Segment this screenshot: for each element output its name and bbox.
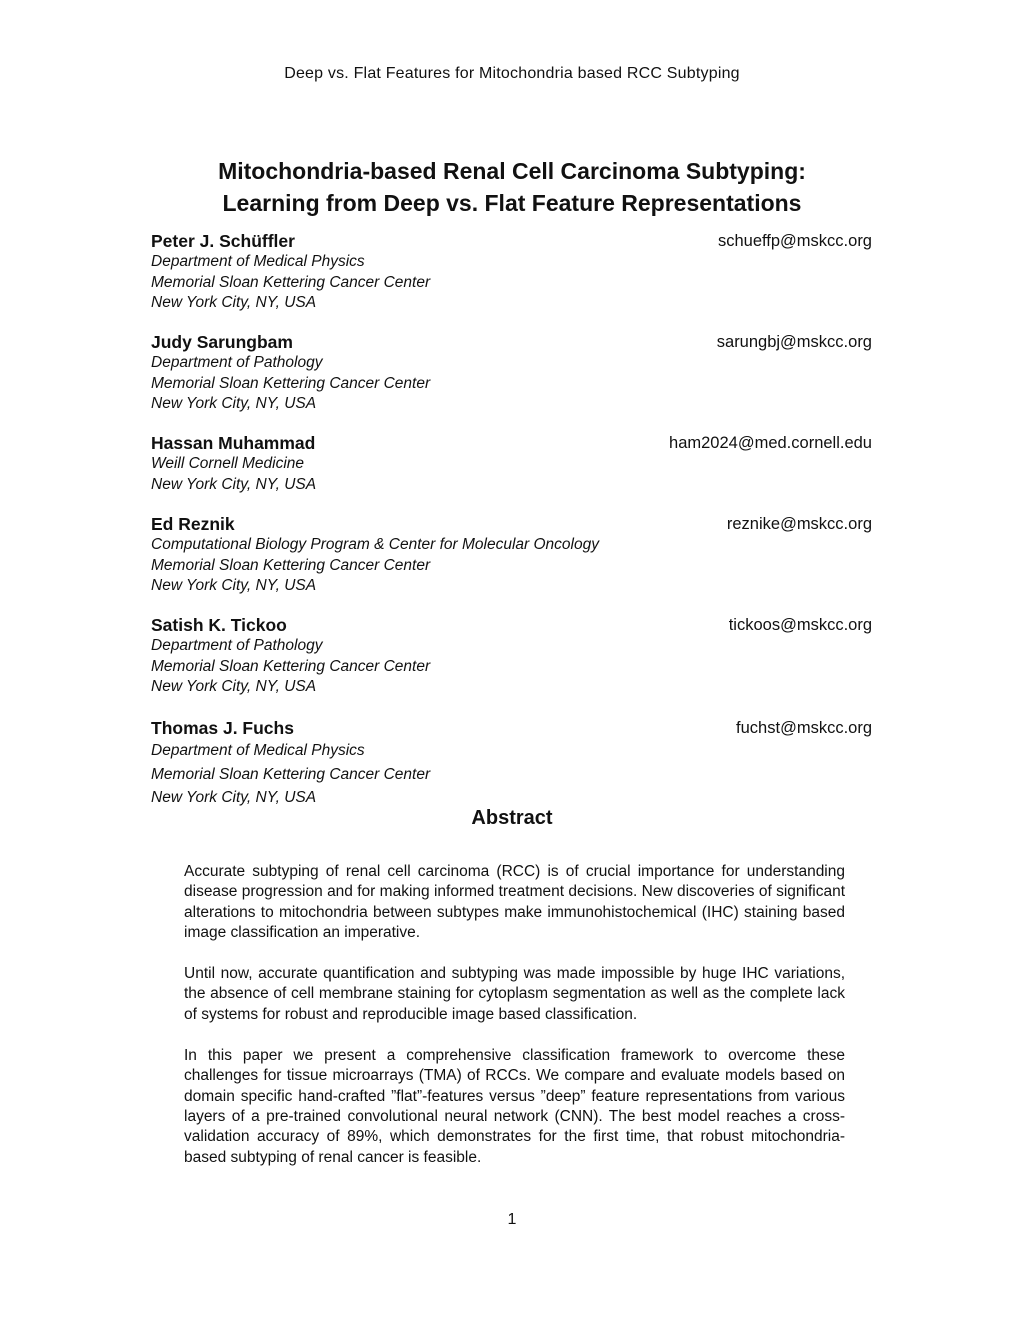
- author-name: Peter J. Schüffler: [151, 231, 295, 251]
- author-affiliation-line: Department of Pathology: [151, 354, 323, 371]
- author-email[interactable]: ham2024@med.cornell.edu: [669, 434, 872, 452]
- author-affiliation-line: New York City, NY, USA: [151, 475, 317, 493]
- abstract-paragraph-3: In this paper we present a comprehensive classification framework to overcome these challenges for tissue microarrays (TMA) of RCCs. We compare and evaluate models based on domain specific hand-crafted ”flat”-features versus ”deep” feature representations from various layers of a pre-trained convolutional neural network (CNN). The best model reaches a cross-validation accuracy of 89%, which demonstrates for the first time, that robust mitochondria-based subtyping of renal cancer is feasible.: [184, 1047, 845, 1166]
- author-affiliation-line: New York City, NY, USA: [151, 678, 317, 695]
- running-header: Deep vs. Flat Features for Mitochondria based RCC Subtyping: [284, 65, 740, 82]
- author-affiliation-line: Memorial Sloan Kettering Cancer Center: [151, 765, 431, 783]
- author-block-1: [151, 230, 872, 314]
- author-affiliation-line: New York City, NY, USA: [151, 294, 317, 311]
- author-email[interactable]: reznike@mskcc.org: [726, 515, 872, 533]
- author-affiliation-line: Department of Medical Physics: [151, 742, 365, 759]
- author-affiliation-line: Department of Pathology: [151, 637, 323, 654]
- author-block-4: [151, 513, 872, 597]
- author-email[interactable]: fuchst@mskcc.org: [736, 719, 872, 737]
- author-affiliation-line: Memorial Sloan Kettering Cancer Center: [151, 273, 431, 291]
- abstract-paragraph-1: Accurate subtyping of renal cell carcinoma (RCC) is of crucial importance for understanding disease progression and for making informed treatment decisions. New discoveries of significant alterations to mitochondria between subtypes make immunohistochemical (IHC) staining based image classification an imperative.: [184, 863, 845, 941]
- author-affiliation-line: Department of Medical Physics: [151, 253, 365, 270]
- author-email[interactable]: schueffp@mskcc.org: [717, 232, 872, 250]
- abstract-heading: Abstract: [471, 807, 553, 829]
- author-name: Ed Reznik: [151, 514, 235, 534]
- author-block-3: [151, 432, 872, 495]
- page-number: 1: [507, 1211, 517, 1228]
- author-name: Satish K. Tickoo: [151, 615, 287, 635]
- abstract-body: [184, 862, 845, 1189]
- author-affiliation-line: New York City, NY, USA: [151, 789, 317, 806]
- author-name: Thomas J. Fuchs: [151, 718, 294, 738]
- author-affiliation-line: New York City, NY, USA: [151, 577, 317, 594]
- author-block-2: [151, 331, 872, 415]
- author-name: Hassan Muhammad: [151, 433, 316, 453]
- abstract-paragraph-2: Until now, accurate quantification and subtyping was made impossible by huge IHC variations, the absence of cell membrane staining for cytoplasm segmentation as well as the complete lack of systems for robust and reproducible image based classification.: [184, 965, 845, 1023]
- author-affiliation-line: Computational Biology Program & Center for Molecular Oncology: [151, 536, 599, 553]
- title-line-2: Learning from Deep vs. Flat Feature Representations: [222, 190, 802, 216]
- author-email[interactable]: sarungbj@mskcc.org: [716, 333, 872, 351]
- author-name: Judy Sarungbam: [151, 332, 293, 352]
- author-affiliation-line: Weill Cornell Medicine: [151, 455, 305, 472]
- author-affiliation-line: New York City, NY, USA: [151, 395, 317, 412]
- author-affiliation-line: Memorial Sloan Kettering Cancer Center: [151, 374, 431, 392]
- author-affiliation-line: Memorial Sloan Kettering Cancer Center: [151, 657, 431, 675]
- author-email[interactable]: tickoos@mskcc.org: [728, 616, 872, 634]
- author-block-5: [151, 614, 872, 698]
- paper-title: [0, 155, 1024, 219]
- author-affiliation-line: Memorial Sloan Kettering Cancer Center: [151, 556, 431, 574]
- title-line-1: Mitochondria-based Renal Cell Carcinoma Subtyping:: [218, 158, 806, 184]
- author-block-6: [151, 717, 872, 810]
